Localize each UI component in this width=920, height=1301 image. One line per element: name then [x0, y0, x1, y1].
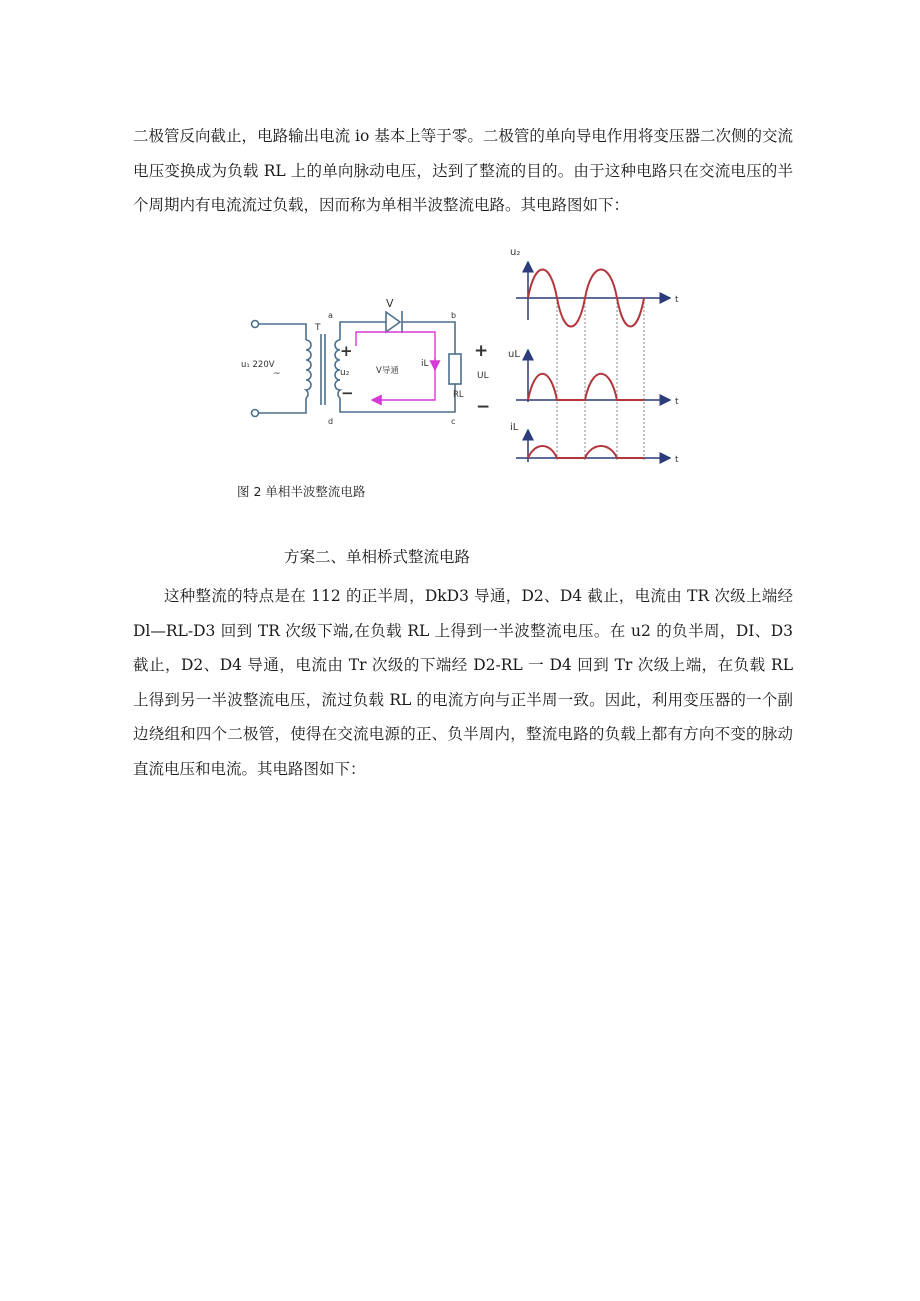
- wire-a-to-diode: [340, 322, 386, 340]
- label-transformer: T: [315, 323, 321, 333]
- label-diode: V: [386, 297, 394, 310]
- waveform-panel: [508, 247, 679, 465]
- label-load: RL: [453, 390, 464, 400]
- primary-wire-bottom: [259, 398, 306, 413]
- label-output-minus: −: [476, 397, 491, 417]
- label-conduct: V导通: [376, 366, 399, 376]
- label-node-c: c: [451, 417, 456, 426]
- label-u2-axis: u₂: [510, 247, 521, 258]
- label-minus-secondary: −: [341, 384, 354, 402]
- paragraph-1: 二极管反向截止，电路输出电流 io 基本上等于零。二极管的单向导电作用将变压器二次侧的交流电压变换成为负载 RL 上的单向脉动电压，达到了整流的目的。由于这种电路只在交流电压的半个周期内有电流流过负载，因而称为单相半波整流电路。其电路图如下：: [133, 127, 793, 214]
- label-plus-secondary: +: [340, 342, 353, 360]
- primary-coil: [306, 340, 311, 398]
- label-t-1: t: [675, 295, 679, 305]
- half-wave-rectifier-figure: [236, 240, 696, 484]
- input-terminal-top: [252, 321, 259, 328]
- wire-c: [340, 384, 455, 412]
- figure-svg: [236, 240, 696, 484]
- load-resistor: [449, 354, 461, 384]
- label-source: u₁ 220V: [241, 360, 275, 370]
- label-output-plus: +: [474, 341, 489, 361]
- label-il-axis: iL: [510, 422, 519, 433]
- input-terminal-bottom: [252, 410, 259, 417]
- label-node-d: d: [328, 417, 334, 426]
- diode-symbol: [386, 312, 400, 332]
- label-node-a: a: [328, 311, 333, 320]
- label-node-b: b: [451, 311, 457, 320]
- il-waveform: [528, 446, 644, 458]
- section-heading-2: 方案二、单相桥式整流电路: [284, 548, 471, 566]
- label-secondary: u₂: [340, 368, 350, 378]
- guide-lines: [557, 298, 644, 460]
- paragraph-2: 这种整流的特点是在 112 的正半周，DkD3 导通，D2、D4 截止，电流由 TR 次级上端经 Dl—RL-D3 回到 TR 次级下端,在负载 RL 上得到一半波整流电压。在 u2 的负半周，DI、D3 截止，D2、D4 导通，电流由 Tr 次级的下端经 D2-RL 一 D4 回到 Tr 次级上端，在负载 RL 上得到另一半波整流电压，流过负载 RL 的电流方向与正半周一致。因此，利用变压器的一个副边绕组和四个二极管，使得在交流电源的正、负半周内，整流电路的负载上都有方向不变的脉动直流电压和电流。其电路图如下：: [133, 587, 793, 778]
- label-current: iL: [421, 359, 429, 369]
- label-t-2: t: [675, 397, 679, 407]
- primary-wire-top: [259, 324, 306, 340]
- label-source-tilde: ~: [273, 369, 281, 379]
- label-t-3: t: [675, 455, 679, 465]
- label-output: UL: [477, 371, 489, 381]
- wire-diode-to-b: [402, 322, 455, 354]
- label-ul-axis: uL: [508, 349, 520, 360]
- figure-caption: 图 2 单相半波整流电路: [237, 484, 366, 499]
- ul-waveform: [528, 374, 644, 400]
